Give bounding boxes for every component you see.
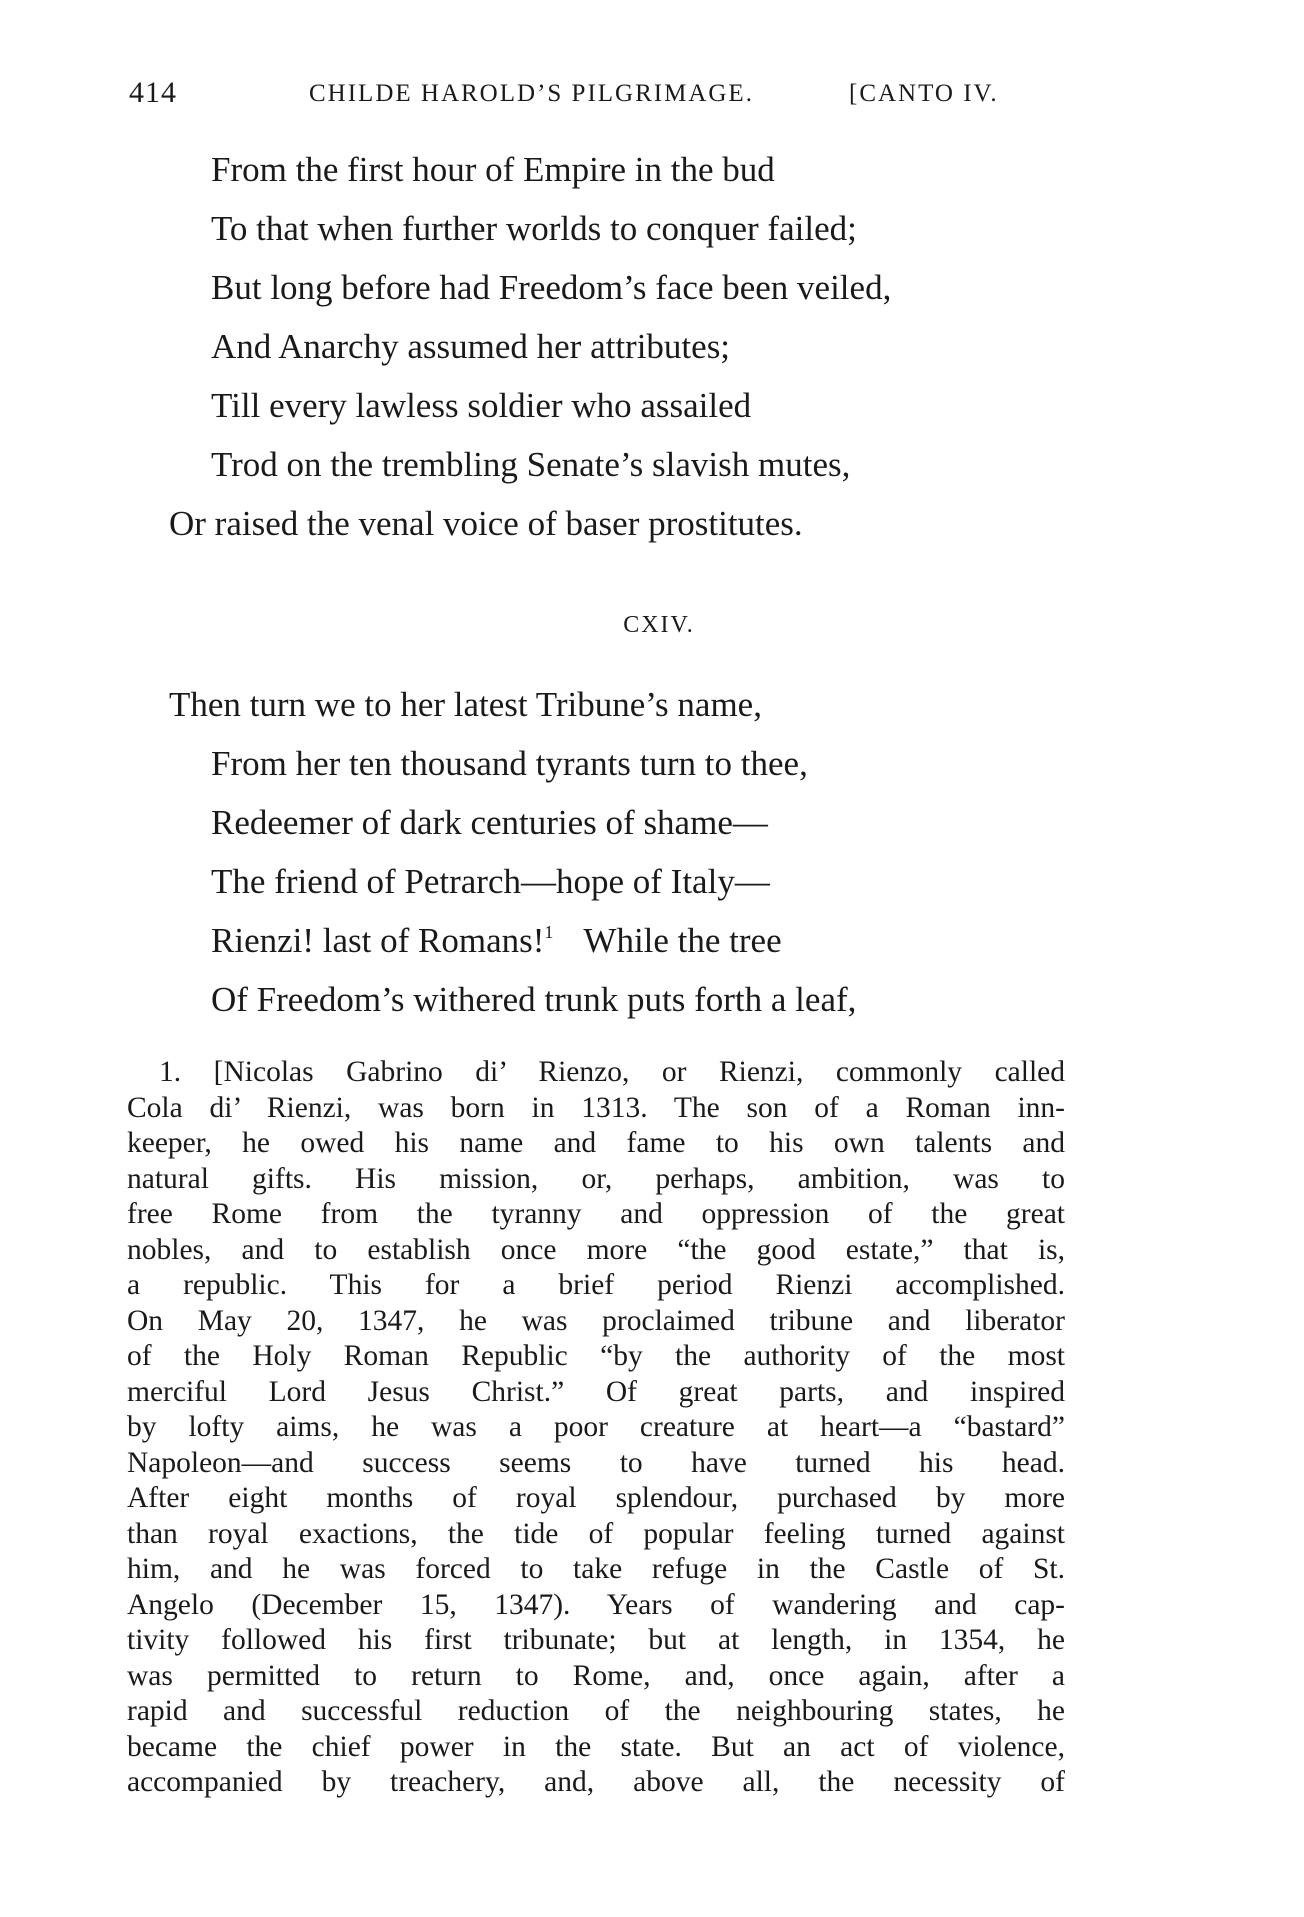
footnote-line: tivity followed his first tribunate; but at length, in 1354, he xyxy=(127,1624,1065,1656)
footnote-reference: 1 xyxy=(544,922,554,942)
footnote-line: became the chief power in the state. But an act of violence, xyxy=(127,1730,1065,1763)
verse-text: Rienzi! last of Romans! xyxy=(211,921,545,960)
running-header xyxy=(129,76,1077,116)
verse-line: From her ten thousand tyrants turn to thee, xyxy=(211,744,808,783)
verse-line: And Anarchy assumed her attributes; xyxy=(211,327,731,366)
page-number: 414 xyxy=(129,76,177,109)
footnote-line: than royal exactions, the tide of popular feeling turned against xyxy=(127,1517,1065,1550)
footnote-line: merciful Lord Jesus Christ.” Of great parts, and inspired xyxy=(127,1375,1065,1408)
verse-line: Of Freedom’s withered trunk puts forth a leaf, xyxy=(211,980,857,1019)
footnote-line: a republic. This for a brief period Rienzi accomplished. xyxy=(127,1269,1065,1301)
running-title: CHILDE HAROLD’S PILGRIMAGE. xyxy=(309,80,754,107)
footnote-line: of the Holy Roman Republic “by the authority of the most xyxy=(127,1340,1065,1372)
verse-line: To that when further worlds to conquer failed; xyxy=(211,209,857,248)
footnote-line: was permitted to return to Rome, and, once again, after a xyxy=(127,1659,1065,1692)
footnote-line: keeper, he owed his name and fame to his own talents and xyxy=(127,1127,1065,1159)
footnote-line: Napoleon—and success seems to have turned his head. xyxy=(127,1446,1065,1479)
footnote-line: Cola di’ Rienzi, was born in 1313. The son of a Roman inn- xyxy=(127,1091,1065,1124)
canto-label: [CANTO IV. xyxy=(849,80,999,107)
footnote-line: by lofty aims, he was a poor creature at heart—a “bastard” xyxy=(127,1411,1065,1443)
verse-line: Then turn we to her latest Tribune’s name, xyxy=(169,685,762,724)
verse-line-with-footnote xyxy=(211,911,782,970)
stanza-number: CXIV. xyxy=(623,612,695,638)
footnote-line: free Rome from the tyranny and oppression of the great xyxy=(127,1198,1065,1230)
footnote-line: him, and he was forced to take refuge in the Castle of St. xyxy=(127,1553,1065,1585)
footnote-line: nobles, and to establish once more “the good estate,” that is, xyxy=(127,1233,1065,1266)
verse-line-alexandrine: Or raised the venal voice of baser prostitutes. xyxy=(169,504,803,543)
footnote xyxy=(127,1055,1065,1801)
verse-line: Trod on the trembling Senate’s slavish mutes, xyxy=(211,445,851,484)
verse-line: Till every lawless soldier who assailed xyxy=(211,386,752,425)
footnote-line: rapid and successful reduction of the neighbouring states, he xyxy=(127,1695,1065,1727)
footnote-line: 1. [Nicolas Gabrino di’ Rienzo, or Rienzi, commonly called xyxy=(159,1056,1065,1088)
footnote-line: natural gifts. His mission, or, perhaps, ambition, was to xyxy=(127,1162,1065,1195)
verse-line: The friend of Petrarch—hope of Italy— xyxy=(211,862,770,901)
verse-line: From the first hour of Empire in the bud xyxy=(211,150,775,189)
footnote-line: accompanied by treachery, and, above all, the necessity of xyxy=(127,1766,1065,1798)
footnote-line: After eight months of royal splendour, purchased by more xyxy=(127,1482,1065,1514)
footnote-line: On May 20, 1347, he was proclaimed tribune and liberator xyxy=(127,1304,1065,1337)
verse-line: Redeemer of dark centuries of shame— xyxy=(211,803,768,842)
verse-text-continued: While the tree xyxy=(583,921,782,960)
footnote-line: Angelo (December 15, 1347). Years of wandering and cap- xyxy=(127,1588,1065,1621)
verse-line: But long before had Freedom’s face been veiled, xyxy=(211,268,892,307)
